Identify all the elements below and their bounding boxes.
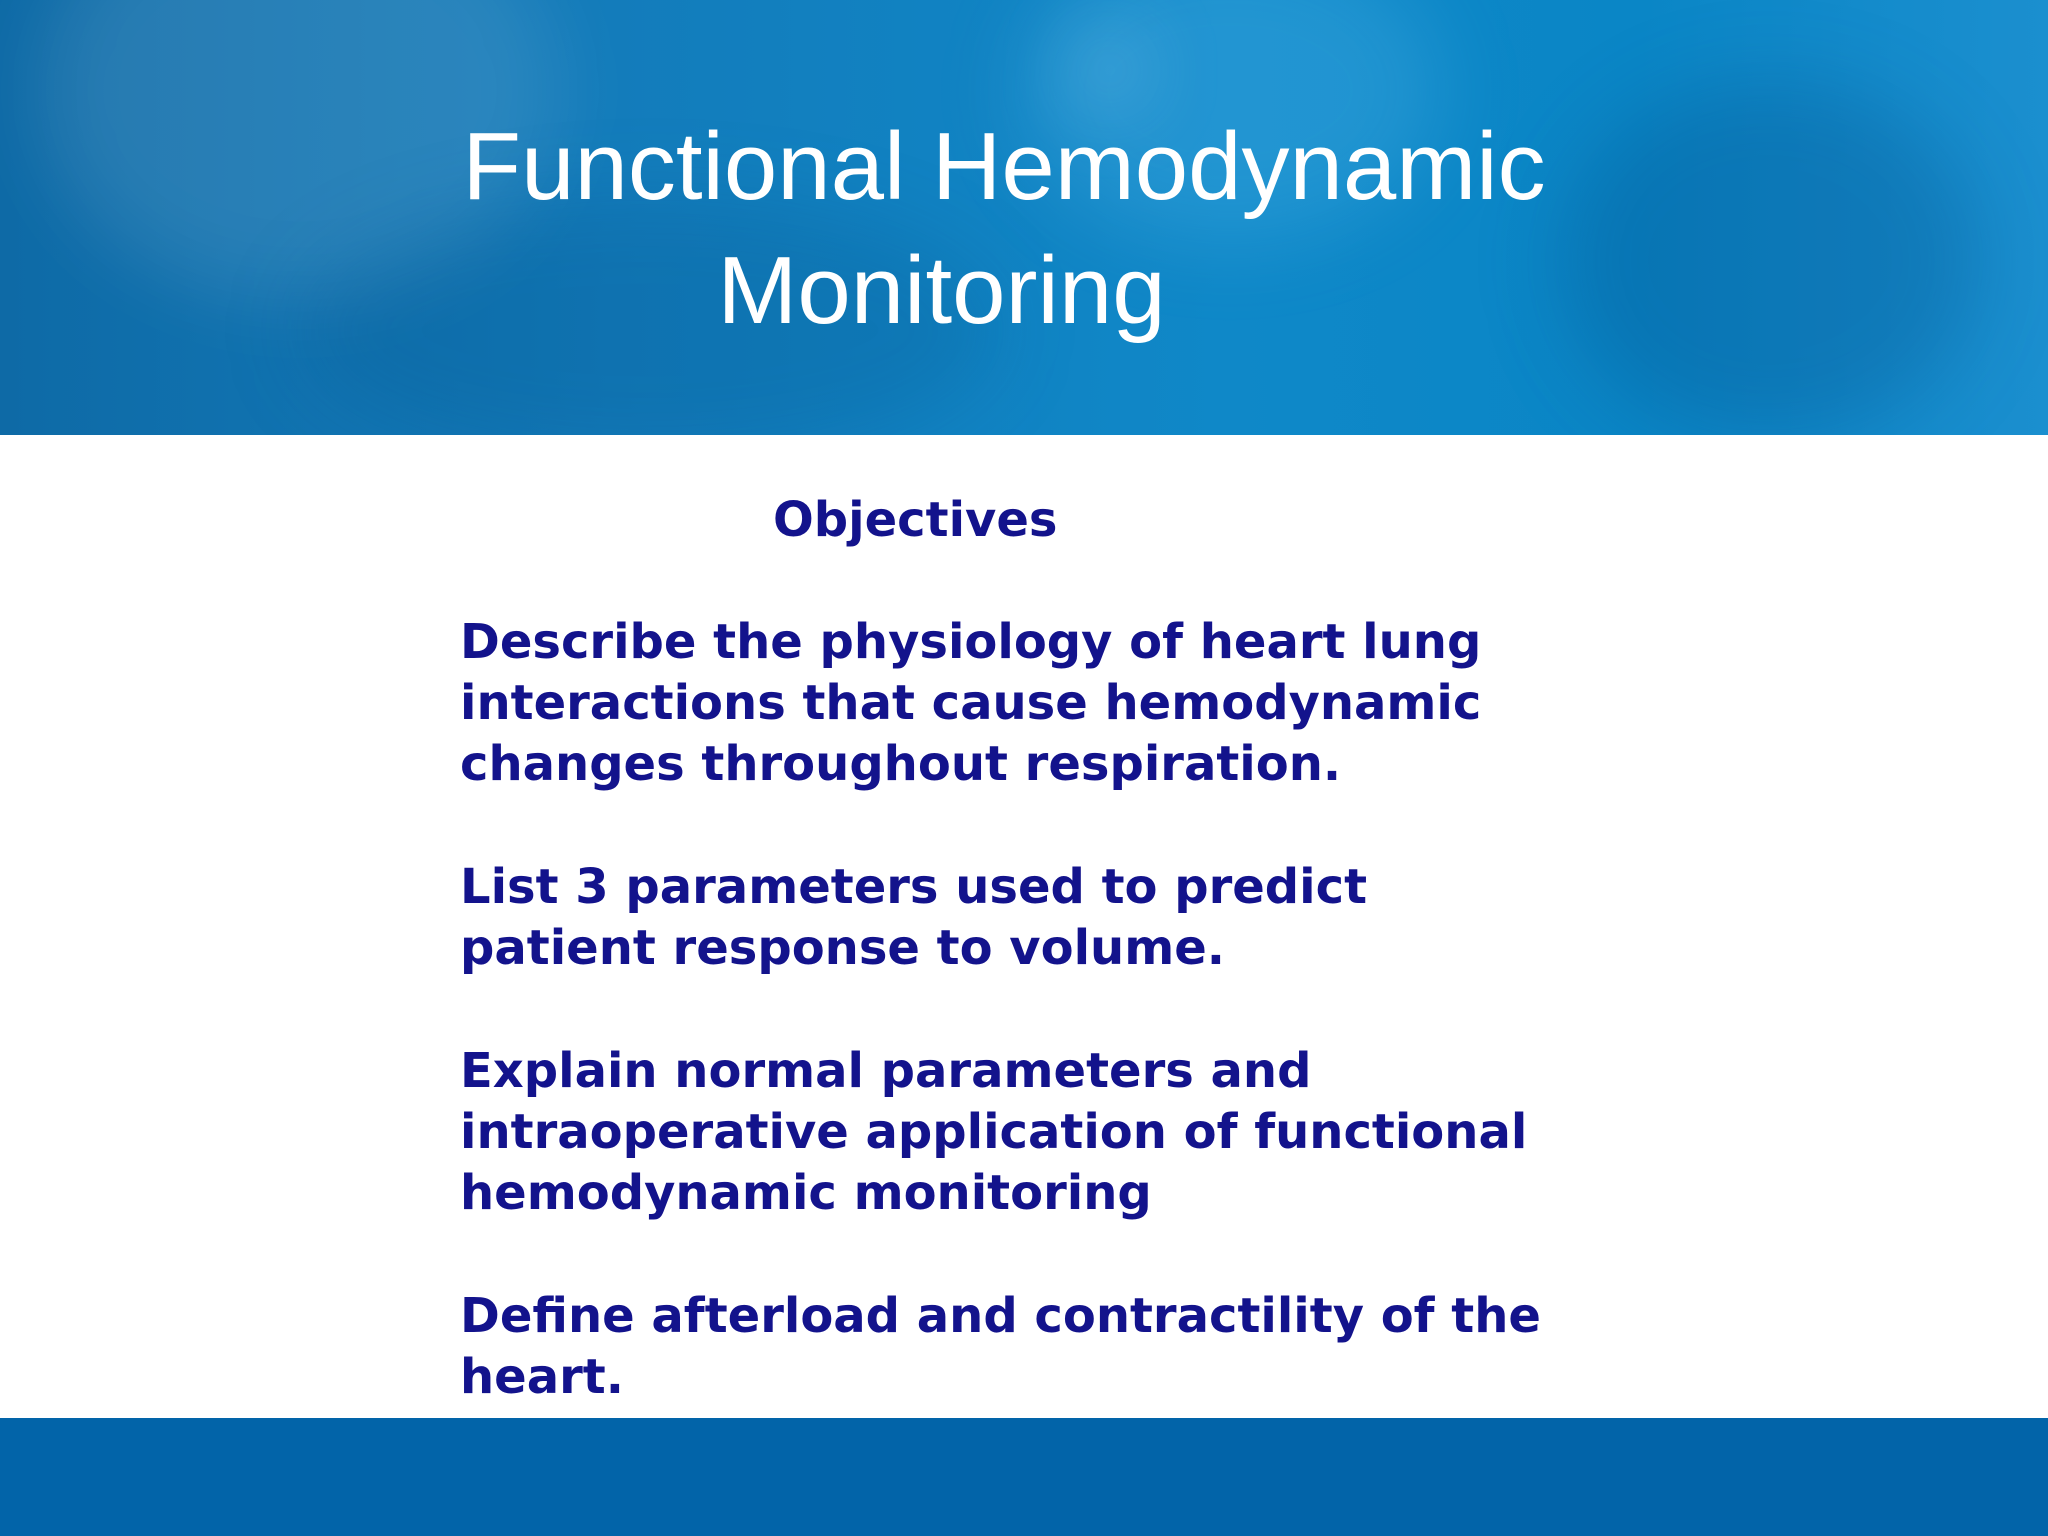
objective-item: Define afterload and contractility of the heart.	[460, 1288, 1541, 1405]
objective-item: List 3 parameters used to predict patient response to volume.	[460, 859, 1368, 976]
footer-band	[0, 1418, 2048, 1536]
slide-title-line-1: Functional Hemodynamic	[462, 113, 1546, 220]
header-background-highlight	[1080, 40, 1140, 100]
objective-item: Describe the physiology of heart lung interactions that cause hemodynamic changes throughout respiration.	[460, 614, 1482, 792]
slide-title	[0, 105, 2048, 353]
slide-title-line-2: Monitoring	[717, 237, 1166, 344]
objectives-heading: Objectives	[773, 492, 1058, 548]
objective-item: Explain normal parameters and intraoperative application of functional hemodynamic monitoring	[460, 1043, 1528, 1221]
